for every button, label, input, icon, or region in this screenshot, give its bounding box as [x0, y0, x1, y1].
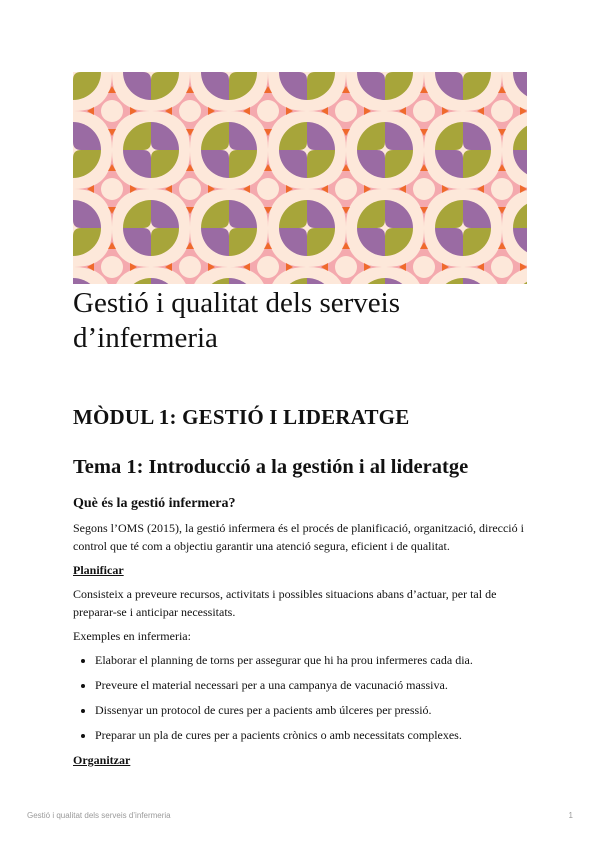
- module-heading: MÒDUL 1: GESTIÓ I LIDERATGE: [73, 405, 410, 429]
- organitzar-heading: Organitzar: [73, 753, 131, 767]
- document-body: [73, 494, 533, 775]
- header-pattern-banner: [73, 72, 527, 284]
- page-footer: [27, 811, 573, 820]
- examples-label: Exemples en infermeria:: [73, 629, 191, 643]
- list-item: • Dissenyar un protocol de cures per a pacients amb úlceres per pressió.: [95, 701, 533, 719]
- footer-running-title: Gestió i qualitat dels serveis d’infermeria: [27, 811, 171, 820]
- geometric-pattern-icon: [73, 72, 527, 284]
- intro-paragraph: Segons l’OMS (2015), la gestió infermera és el procés de planificació, organització, direcció i control que té com a objectiu garantir una atenció segura, eficient i de qualitat.: [73, 521, 524, 553]
- list-item: • Elaborar el planning de torns per assegurar que hi ha prou infermeres cada dia.: [95, 651, 533, 669]
- tema-heading: Tema 1: Introducció a la gestión i al lideratge: [73, 456, 469, 478]
- list-item: • Preparar un pla de cures per a pacients crònics o amb necessitats complexes.: [95, 726, 533, 744]
- list-item: • Preveure el material necessari per a una campanya de vacunació massiva.: [95, 676, 533, 694]
- planificar-paragraph: Consisteix a preveure recursos, activitats i possibles situacions abans d’actuar, per tal de preparar-se i anticipar necessitats.: [73, 587, 497, 619]
- document-title: Gestió i qualitat dels serveis d’infermeria: [73, 287, 400, 354]
- question-heading: Què és la gestió infermera?: [73, 496, 236, 511]
- planificar-heading: Planificar: [73, 563, 124, 577]
- examples-list: [73, 651, 533, 744]
- page-number: 1: [568, 811, 573, 820]
